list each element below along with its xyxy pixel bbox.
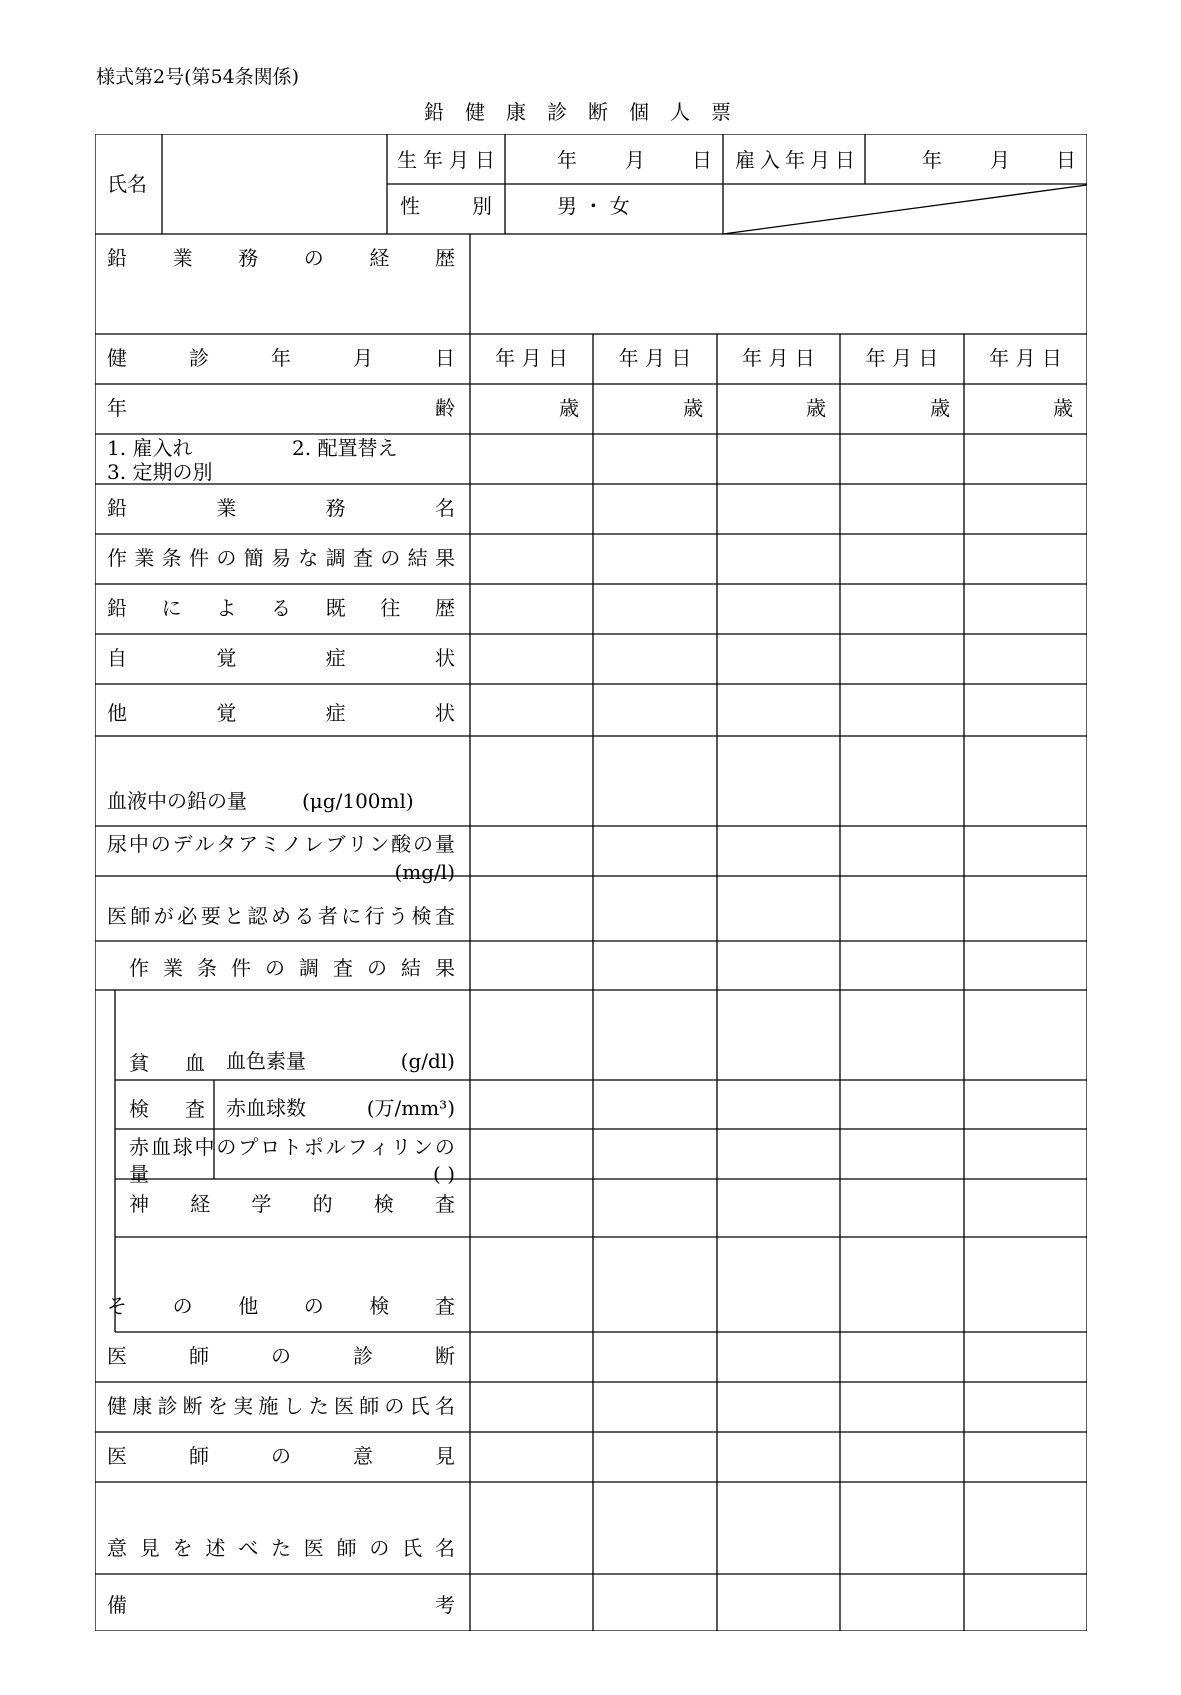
opinion-doctor-name-label: 意 見 を 述 べ た 医 師 の 氏 名: [107, 1536, 455, 1560]
entry-cell-r6-c5[interactable]: [965, 635, 1086, 683]
entry-cell-r13-c3[interactable]: [718, 1081, 839, 1128]
entry-cell-r19-c2[interactable]: [594, 1433, 716, 1481]
doctor-diagnosis-label: 医 師 の 診 断: [107, 1344, 455, 1368]
exam-date-cell-3: 年 月 日: [742, 346, 815, 370]
entry-cell-r19-c3[interactable]: [718, 1433, 839, 1481]
birth-month-placeholder: 月: [625, 148, 645, 172]
entry-cell-r7-c2[interactable]: [594, 685, 716, 735]
entry-cell-r4-c2[interactable]: [594, 535, 716, 583]
entry-cell-r11-c1[interactable]: [471, 942, 592, 989]
entry-cell-r13-c4[interactable]: [841, 1081, 963, 1128]
name-label: 氏名: [107, 172, 147, 196]
exam-record-table: [95, 134, 1087, 1631]
entry-cell-r17-c4[interactable]: [841, 1333, 963, 1381]
entry-cell-r21-c1[interactable]: [471, 1575, 592, 1630]
entry-cell-r3-c1[interactable]: [471, 485, 592, 533]
entry-cell-r12-c2[interactable]: [594, 991, 716, 1079]
entry-cell-r4-c3[interactable]: [718, 535, 839, 583]
entry-cell-r17-c5[interactable]: [965, 1333, 1086, 1381]
entry-cell-r21-c5[interactable]: [965, 1575, 1086, 1630]
entry-cell-r16-c4[interactable]: [841, 1238, 963, 1331]
age-unit-2: 歳: [683, 396, 703, 420]
entry-cell-r8-c1[interactable]: [471, 737, 592, 825]
entry-cell-r14-c2[interactable]: [594, 1130, 716, 1178]
entry-cell-r5-c5[interactable]: [965, 585, 1086, 633]
sex-options: 男 ・ 女: [557, 194, 630, 218]
hire-year-placeholder: 年: [922, 148, 942, 172]
entry-cell-r3-c2[interactable]: [594, 485, 716, 533]
entry-cell-r6-c4[interactable]: [841, 635, 963, 683]
entry-cell-r8-c3[interactable]: [718, 737, 839, 825]
work-survey-label: 作 業 条 件 の 調 査 の 結 果: [129, 956, 455, 980]
entry-cell-r10-c5[interactable]: [965, 877, 1086, 940]
entry-cell-r14-c1[interactable]: [471, 1130, 592, 1178]
entry-cell-r18-c3[interactable]: [718, 1383, 839, 1431]
entry-cell-r19-c4[interactable]: [841, 1433, 963, 1481]
entry-cell-r7-c4[interactable]: [841, 685, 963, 735]
entry-cell-r7-c5[interactable]: [965, 685, 1086, 735]
entry-cell-r11-c3[interactable]: [718, 942, 839, 989]
entry-cell-r16-c5[interactable]: [965, 1238, 1086, 1331]
entry-cell-r20-c1[interactable]: [471, 1483, 592, 1573]
entry-cell-r20-c4[interactable]: [841, 1483, 963, 1573]
protoporphyrin-label: 赤 血 球 中 の プ ロ ト ポ ル フ ィ リ ン の: [129, 1135, 455, 1159]
exam-doctor-name-label: 健 康 診 断 を 実 施 し た 医 師 の 氏 名: [107, 1394, 455, 1418]
entry-cell-r8-c4[interactable]: [841, 737, 963, 825]
hire-date-label: 雇 入 年 月 日: [735, 148, 855, 172]
entry-cell-r10-c3[interactable]: [718, 877, 839, 940]
objective-symptoms-label: 他 覚 症 状: [107, 701, 455, 725]
protoporphyrin-unit: ( ): [433, 1162, 455, 1186]
entry-cell-r12-c1[interactable]: [471, 991, 592, 1079]
entry-cell-r21-c3[interactable]: [718, 1575, 839, 1630]
entry-cell-r20-c2[interactable]: [594, 1483, 716, 1573]
entry-cell-r3-c4[interactable]: [841, 485, 963, 533]
entry-cell-r21-c4[interactable]: [841, 1575, 963, 1630]
entry-cell-r10-c4[interactable]: [841, 877, 963, 940]
entry-cell-r21-c2[interactable]: [594, 1575, 716, 1630]
entry-cell-r12-c5[interactable]: [965, 991, 1086, 1079]
hire-day-placeholder: 日: [1056, 148, 1076, 172]
entry-cell-r8-c2[interactable]: [594, 737, 716, 825]
entry-cell-r5-c2[interactable]: [594, 585, 716, 633]
lead-job-name-label: 鉛 業 務 名: [107, 496, 455, 520]
rbc-count-label: 赤血球数: [226, 1096, 306, 1120]
birth-day-placeholder: 日: [692, 148, 712, 172]
entry-cell-r12-c3[interactable]: [718, 991, 839, 1079]
age-unit-5: 歳: [1053, 396, 1073, 420]
doctor-tests-label: 医 師 が 必 要 と 認 め る 者 に 行 う 検 査: [107, 904, 455, 928]
entry-cell-r9-c3[interactable]: [718, 827, 839, 875]
simple-survey-label: 作 業 条 件 の 簡 易 な 調 査 の 結 果: [107, 546, 455, 570]
entry-cell-r9-c4[interactable]: [841, 827, 963, 875]
entry-cell-r17-c2[interactable]: [594, 1333, 716, 1381]
entry-cell-r20-c3[interactable]: [718, 1483, 839, 1573]
other-tests-label: そ の 他 の 検 査: [107, 1294, 455, 1318]
entry-cell-r17-c3[interactable]: [718, 1333, 839, 1381]
entry-cell-r6-c1[interactable]: [471, 635, 592, 683]
entry-cell-r14-c3[interactable]: [718, 1130, 839, 1178]
entry-cell-r14-c5[interactable]: [965, 1130, 1086, 1178]
entry-cell-r7-c1[interactable]: [471, 685, 592, 735]
entry-cell-r11-c2[interactable]: [594, 942, 716, 989]
urine-ala-label: 尿 中 の デ ル タ ア ミ ノ レ ブ リ ン 酸 の 量: [107, 832, 455, 856]
category-periodic: 3. 定期の別: [107, 460, 213, 484]
entry-cell-r7-c3[interactable]: [718, 685, 839, 735]
urine-ala-unit: (mg/l): [394, 860, 455, 884]
entry-cell-r10-c1[interactable]: [471, 877, 592, 940]
exam-date-label: 健 診 年 月 日: [107, 346, 455, 370]
subjective-symptoms-label: 自 覚 症 状: [107, 646, 455, 670]
entry-cell-r19-c5[interactable]: [965, 1433, 1086, 1481]
entry-cell-r18-c4[interactable]: [841, 1383, 963, 1431]
entry-cell-r11-c5[interactable]: [965, 942, 1086, 989]
entry-cell-r14-c4[interactable]: [841, 1130, 963, 1178]
entry-cell-r9-c5[interactable]: [965, 827, 1086, 875]
rbc-count-unit: (万/mm³): [366, 1096, 455, 1120]
neuro-test-label: 神 経 学 的 検 査: [129, 1192, 455, 1216]
entry-cell-r19-c1[interactable]: [471, 1433, 592, 1481]
entry-cell-r5-c1[interactable]: [471, 585, 592, 633]
sex-label: 性 別: [400, 194, 492, 218]
lead-work-history-label: 鉛 業 務 の 経 歴: [107, 246, 455, 270]
entry-cell-r18-c5[interactable]: [965, 1383, 1086, 1431]
anemia-test-label-1: 貧 血: [129, 1051, 205, 1075]
name-input-cell[interactable]: [163, 135, 386, 233]
exam-date-cell-4: 年 月 日: [865, 346, 939, 370]
hire-month-placeholder: 月: [990, 148, 1010, 172]
entry-cell-r4-c1[interactable]: [471, 535, 592, 583]
birth-year-placeholder: 年: [557, 148, 577, 172]
entry-cell-r3-c3[interactable]: [718, 485, 839, 533]
entry-cell-r15-c2[interactable]: [594, 1180, 716, 1236]
entry-cell-r6-c2[interactable]: [594, 635, 716, 683]
entry-cell-r20-c5[interactable]: [965, 1483, 1086, 1573]
entry-cell-r16-c1[interactable]: [471, 1238, 592, 1331]
entry-cell-r6-c3[interactable]: [718, 635, 839, 683]
blood-lead-unit: (μg/100ml): [302, 789, 414, 813]
entry-cell-r13-c5[interactable]: [965, 1081, 1086, 1128]
entry-cell-r17-c1[interactable]: [471, 1333, 592, 1381]
entry-cell-r8-c5[interactable]: [965, 737, 1086, 825]
category-hire: 1. 雇入れ: [107, 436, 193, 460]
entry-cell-r15-c1[interactable]: [471, 1180, 592, 1236]
entry-cell-r4-c5[interactable]: [965, 535, 1086, 583]
entry-cell-r4-c4[interactable]: [841, 535, 963, 583]
age-unit-3: 歳: [806, 396, 826, 420]
entry-cell-r10-c2[interactable]: [594, 877, 716, 940]
entry-cell-r15-c3[interactable]: [718, 1180, 839, 1236]
past-history-label: 鉛 に よ る 既 往 歴: [107, 596, 455, 620]
category-reassign: 2. 配置替え: [292, 436, 398, 460]
entry-cell-r13-c1[interactable]: [471, 1081, 592, 1128]
blood-lead-label: 血液中の鉛の量: [107, 789, 247, 813]
entry-cell-r5-c4[interactable]: [841, 585, 963, 633]
doctor-opinion-label: 医 師 の 意 見: [107, 1444, 455, 1468]
entry-cell-r5-c3[interactable]: [718, 585, 839, 633]
form-number: 様式第2号(第54条関係): [96, 66, 300, 88]
exam-date-cell-1: 年 月 日: [495, 346, 568, 370]
hemoglobin-label: 血色素量: [226, 1049, 306, 1073]
form-title: 鉛健康診断個人票: [424, 100, 752, 124]
entry-cell-r3-c5[interactable]: [965, 485, 1086, 533]
entry-cell-r9-c1[interactable]: [471, 827, 592, 875]
entry-cell-r18-c1[interactable]: [471, 1383, 592, 1431]
entry-cell-r15-c4[interactable]: [841, 1180, 963, 1236]
lead-work-history-cell[interactable]: [471, 235, 1086, 333]
birth-date-label: 生 年 月 日: [397, 148, 495, 172]
entry-cell-r11-c4[interactable]: [841, 942, 963, 989]
anemia-test-label-2: 検 査: [129, 1097, 205, 1121]
entry-cell-r12-c4[interactable]: [841, 991, 963, 1079]
entry-cell-r13-c2[interactable]: [594, 1081, 716, 1128]
entry-cell-r16-c3[interactable]: [718, 1238, 839, 1331]
hemoglobin-unit: (g/dl): [400, 1049, 455, 1073]
age-unit-1: 歳: [559, 396, 579, 420]
sex-row-diagonal: [723, 185, 1087, 234]
entry-cell-r18-c2[interactable]: [594, 1383, 716, 1431]
entry-cell-r9-c2[interactable]: [594, 827, 716, 875]
exam-date-cell-5: 年 月 日: [989, 346, 1062, 370]
age-label: 年 齢: [107, 396, 455, 420]
entry-cell-r16-c2[interactable]: [594, 1238, 716, 1331]
remarks-label: 備 考: [107, 1593, 455, 1617]
age-unit-4: 歳: [930, 396, 950, 420]
entry-cell-r15-c5[interactable]: [965, 1180, 1086, 1236]
protoporphyrin-label-2: 量: [129, 1162, 149, 1186]
exam-date-cell-2: 年 月 日: [618, 346, 692, 370]
